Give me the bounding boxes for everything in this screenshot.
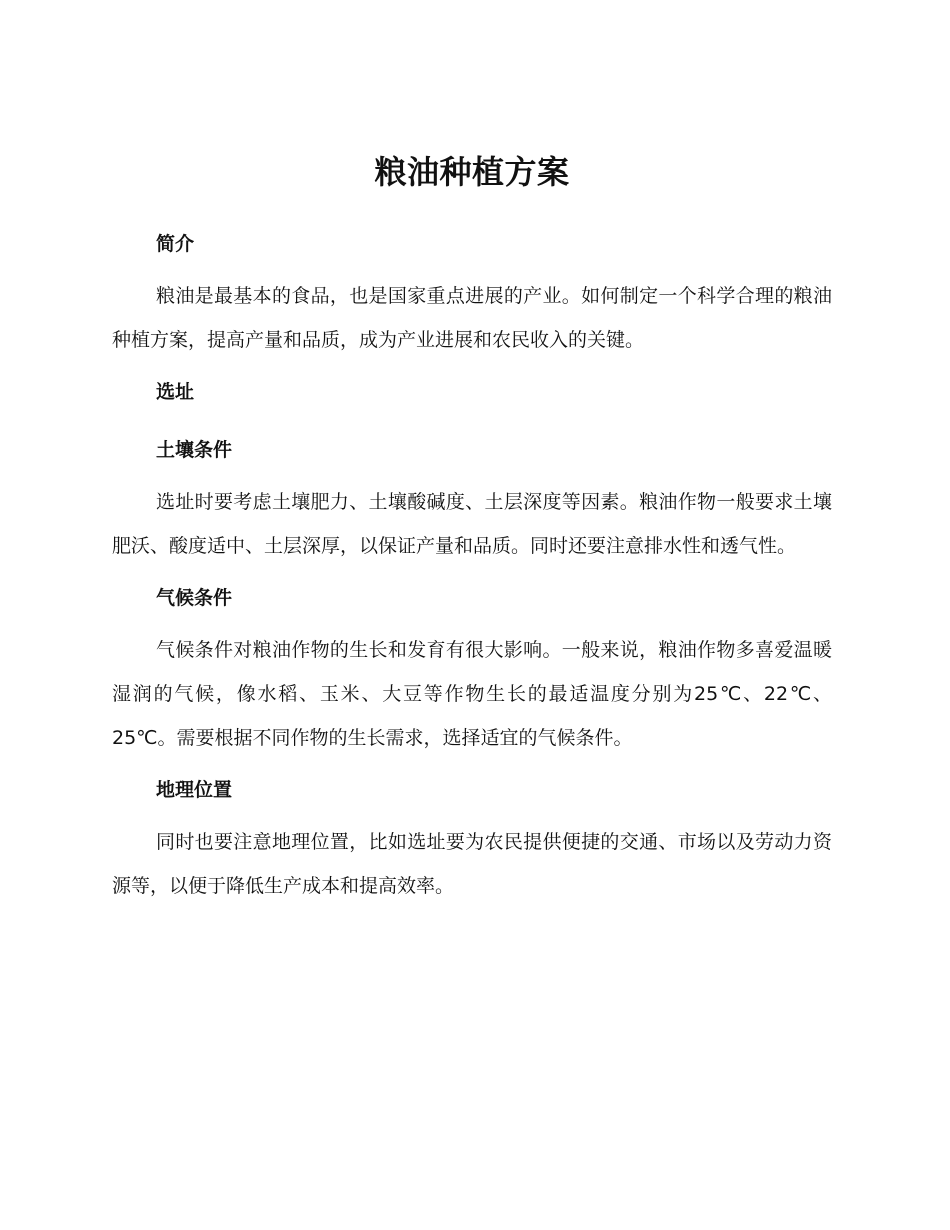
section-heading-geographic-location: 地理位置 bbox=[156, 779, 233, 801]
section-intro bbox=[112, 230, 832, 362]
section-paragraph-geographic-location: 同时也要注意地理位置，比如选址要为农民提供便捷的交通、市场以及劳动力资源等，以便于降低生产成本和提高效率。 bbox=[112, 831, 832, 897]
section-paragraph-climate-conditions: 气候条件对粮油作物的生长和发育有很大影响。一般来说，粮油作物多喜爱温暖湿润的气候，像水稻、玉米、大豆等作物生长的最适温度分别为25℃、22℃、25℃。需要根据不同作物的生长需求，选择适宜的气候条件。 bbox=[112, 639, 832, 749]
document-title: 粮油种植方案 bbox=[374, 153, 570, 191]
section-heading-soil-conditions: 土壤条件 bbox=[156, 439, 233, 461]
section-paragraph-soil-conditions: 选址时要考虑土壤肥力、土壤酸碱度、土层深度等因素。粮油作物一般要求土壤肥沃、酸度适中、土层深厚，以保证产量和品质。同时还要注意排水性和透气性。 bbox=[112, 491, 832, 557]
section-climate-conditions bbox=[112, 584, 832, 760]
section-heading-intro: 简介 bbox=[156, 233, 195, 255]
section-geographic-location bbox=[112, 776, 832, 908]
section-paragraph-intro: 粮油是最基本的食品，也是国家重点进展的产业。如何制定一个科学合理的粮油种植方案，提高产量和品质，成为产业进展和农民收入的关键。 bbox=[112, 285, 832, 351]
section-heading-climate-conditions: 气候条件 bbox=[156, 587, 233, 609]
section-soil-conditions bbox=[112, 436, 832, 568]
section-heading-site-selection: 选址 bbox=[156, 381, 195, 403]
section-site-selection bbox=[112, 378, 832, 406]
document-content bbox=[112, 148, 832, 908]
